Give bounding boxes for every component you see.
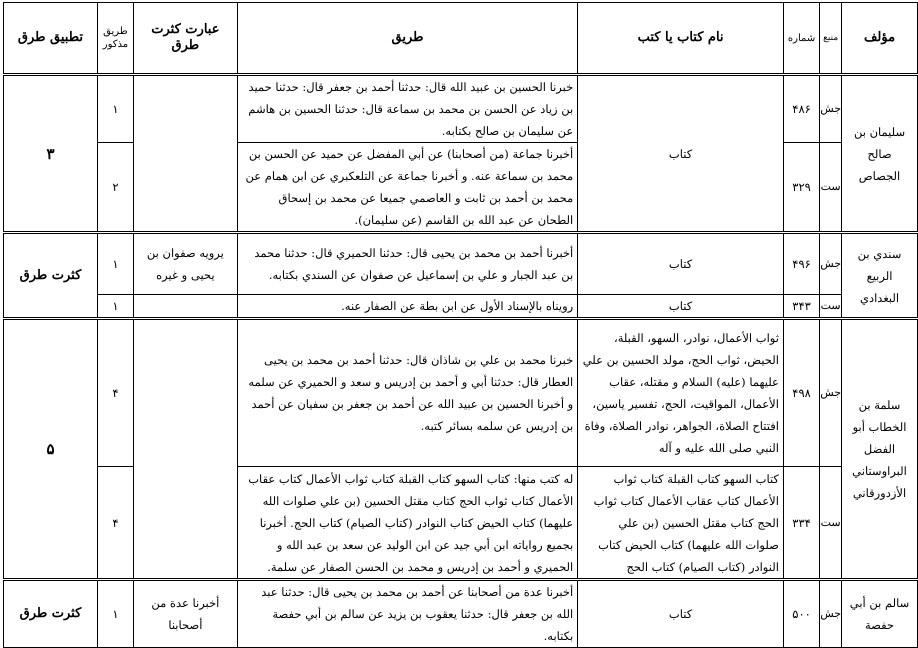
source-cell: جش [820, 580, 842, 648]
number-cell: ۳۲۹ [783, 143, 819, 233]
source-cell: ست [820, 143, 842, 233]
header-number: شماره [783, 3, 819, 75]
apply-cell: كثرت طرق [4, 233, 98, 319]
header-book: نام كتاب يا كتب [578, 3, 784, 75]
source-cell: ست [820, 467, 842, 580]
paths-table [3, 2, 918, 648]
apply-cell: كثرت طرق [4, 580, 98, 648]
count-cell: ۱ [97, 295, 133, 319]
header-row [4, 3, 918, 75]
expression-cell [133, 75, 237, 233]
expression-cell: يرويه صفوان بن يحيى و غيره [133, 233, 237, 295]
header-expression: عبارت كثرت طرق [133, 3, 237, 75]
path-cell: له كتب منها: كتاب السهو كتاب القبلة كتاب ثواب الأعمال كتاب عقاب الأعمال كتاب ثواب الحج كتاب مقتل الحسين (بن علي صلوات الله عليهما) كتاب الحيض كتاب النوادر (كتاب الصيام) كتاب الحج. أخبرنا بجميع رواياته ابن أبي جيد عن ابن الوليد عن سعد بن عبد الله و الحميري و أحمد بن إدريس و محمد بن الحسن الصفار عن سلمة. [237, 467, 577, 580]
source-cell: ست [820, 295, 842, 319]
count-cell: ۱ [97, 580, 133, 648]
author-cell: سلمة بن الخطاب أبو الفضل البراوستاني الأزدورقاني [842, 319, 918, 580]
author-cell: سالم بن أبي حفصة [842, 580, 918, 648]
book-cell: كتاب [578, 580, 784, 648]
book-cell: كتاب [578, 233, 784, 295]
path-cell: أخبرنا أحمد بن محمد بن يحيى قال: حدثنا الحميري قال: حدثنا محمد بن عبد الجبار و علي بن إسماعيل عن صفوان عن السندي بكتابه. [237, 233, 577, 295]
number-cell: ۵۰۰ [783, 580, 819, 648]
path-cell: أخبرنا جماعة (من أصحابنا) عن أبي المفضل عن حميد عن الحسن بن محمد بن سماعة عنه. و أخبرنا جماعة عن التلعكبري عن ابن همام عن محمد بن أحمد بن ثابت و العاصمي جميعا عن محمد بن إسحاق الطحان عن عبد الله بن القاسم (عن سليمان). [237, 143, 577, 233]
source-cell: جش [820, 75, 842, 143]
header-apply: تطبيق طرق [4, 3, 98, 75]
expression-cell [133, 319, 237, 580]
source-cell: جش [820, 319, 842, 467]
apply-cell: ۵ [4, 319, 98, 580]
count-cell: ۴ [97, 319, 133, 467]
book-cell: كتاب [578, 295, 784, 319]
table-row [4, 319, 918, 467]
book-cell: كتاب [578, 75, 784, 233]
expression-cell [133, 295, 237, 319]
book-cell: كتاب السهو كتاب القبلة كتاب ثواب الأعمال كتاب عقاب الأعمال كتاب ثواب الحج كتاب مقتل الحسين (بن علي صلوات الله عليهما) كتاب الحيض كتاب النوادر (كتاب الصيام) كتاب الحج [578, 467, 784, 580]
author-cell: سليمان بن صالح الجصاص [842, 75, 918, 233]
table-row [4, 233, 918, 295]
count-cell: ۱ [97, 233, 133, 295]
path-cell: خبرنا الحسين بن عبيد الله قال: حدثنا أحمد بن جعفر قال: حدثنا حميد بن زياد عن الحسن بن محمد بن سماعة قال: حدثنا الحسين بن هاشم عن سليمان بن صالح بكتابه. [237, 75, 577, 143]
apply-cell: ۳ [4, 75, 98, 233]
path-cell: رويناه بالإسناد الأول عن ابن بطة عن الصفار عنه. [237, 295, 577, 319]
path-cell: أخبرنا عدة من أصحابنا عن أحمد بن محمد بن يحيى قال: حدثنا عبد الله بن جعفر قال: حدثنا يعقوب بن يزيد عن سالم بن أبي حفصة بكتابه. [237, 580, 577, 648]
header-author: مؤلف [842, 3, 918, 75]
number-cell: ۴۹۸ [783, 319, 819, 467]
table-row [4, 295, 918, 319]
number-cell: ۳۳۴ [783, 467, 819, 580]
header-source: منبع [820, 3, 842, 75]
table-row [4, 580, 918, 648]
table-row [4, 75, 918, 143]
count-cell: ۱ [97, 75, 133, 143]
header-path: طريق [237, 3, 577, 75]
source-cell: جش [820, 233, 842, 295]
author-cell: سندي بن الربيع البغدادي [842, 233, 918, 319]
book-cell: ثواب الأعمال، نوادر، السهو، القبلة، الحيض، ثواب الحج، مولد الحسين بن علي عليهما (عليه) السلام و مقتله، عقاب الأعمال، المواقيت، الحج، تفسير ياسين، افتتاح الصلاة، الجواهر، نوادر الصلاة، وفاة النبي صلى الله عليه و آله [578, 319, 784, 467]
path-cell: خبرنا محمد بن علي بن شاذان قال: حدثنا أحمد بن محمد بن يحيى العطار قال: حدثنا أبي و أحمد بن إدريس و سعد و الحميري عن سلمه و أخبرنا الحسين بن عبيد الله عن أحمد بن جعفر بن سفيان عن أحمد بن إدريس عن سلمه بسائر كتبه. [237, 319, 577, 467]
expression-cell: أخبرنا عدة من أصحابنا [133, 580, 237, 648]
number-cell: ۴۹۶ [783, 233, 819, 295]
count-cell: ۴ [97, 467, 133, 580]
header-count: طريق مذكور [97, 3, 133, 75]
count-cell: ۲ [97, 143, 133, 233]
number-cell: ۴۸۶ [783, 75, 819, 143]
number-cell: ۳۴۳ [783, 295, 819, 319]
